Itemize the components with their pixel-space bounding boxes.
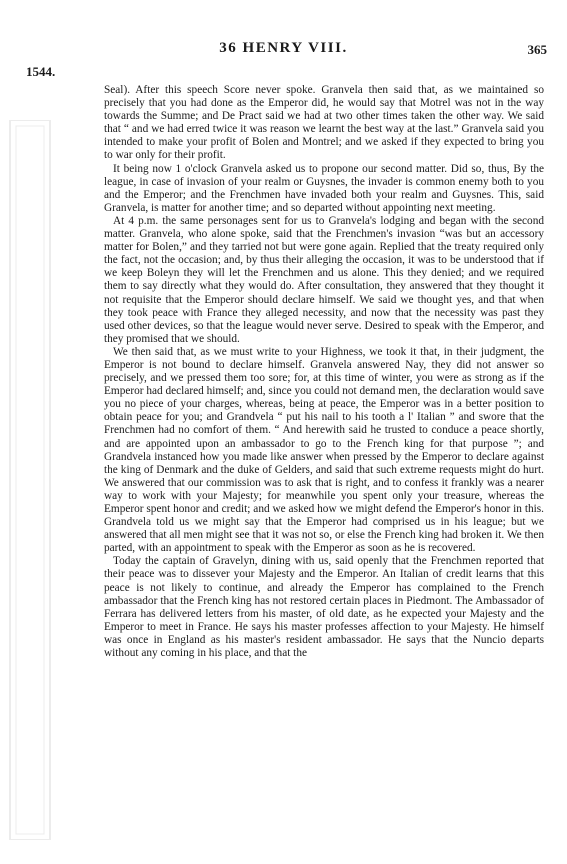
running-title: 36 HENRY VIII.	[219, 40, 348, 56]
paragraph: We then said that, as we must write to your Highness, we took it that, in their judgment, the Emperor is not bound to declare himself. Granvela answered Nay, they did not answer so precisely, and we pressed them too sore; for, at this time of winter, you were as strong as if the Emperor had declared himself; and, since you could not demand men, the declaration would save you no piece of your charges, whereas, being at peace, the Emperor was in a better position to obtain peace for you; and Grandvela “ put his nail to his tooth a l' Italian ” and swore that the Frenchmen had no comfort of them. “ And herewith said he trusted to conduce a peace shortly, and are appointed upon an ambassador to go to the French king for that purpose ”; and Grandvela instanced how you made like answer when pressed by the Emperor to declare against the king of Denmark and the duke of Gelders, and said that such extreme requests might do hurt. We answered that our commission was to ask that is right, and to confess it frankly was a nearer way to work with your Majesty; for meanwhile you spent only your treasure, whereas the Emperor spent honor and credit; and we asked how we might defend the Emperor's honor in this. Grandvela told us we might say that the Emperor had comprised us in his league; but we answered that all men might see that it was not so, or else the French king had broken it. We then parted, with an appointment to speak with the Emperor as soon as he is recovered.	[104, 345, 544, 555]
page-number: 365	[527, 42, 547, 57]
paragraph: It being now 1 o'clock Granvela asked us to propone our second matter. Did so, thus, By the league, in case of invasion of your realm or Guysnes, the invader is common enemy both to you and the Emperor; and the Frenchmen have invaded both your realm and Guysnes. This, said Granvela, is matter for another time; and so departed without appointing next meeting.	[104, 162, 544, 214]
running-header	[0, 40, 567, 60]
library-stamp-watermark	[2, 120, 62, 840]
paragraph: Today the captain of Gravelyn, dining with us, said openly that the Frenchmen reported that their peace was to dissever your Majesty and the Emperor. An Italian of credit learns that this peace is not likely to continue, and already the Emperor has complained to the French ambassador that the French king has not restored certain places in Piedmont. The Ambassador of Ferrara has delivered letters from his master, of old date, as he expected your Majesty and the Emperor to meet in France. He says his master professes affection to your Majesty. He himself was once in England as his master's resident ambassador. He says that the Nuncio departs without any coming in his place, and that the	[104, 555, 544, 660]
body-text	[104, 84, 544, 660]
paragraph: Seal). After this speech Score never spoke. Granvela then said that, as we maintained so precisely that you had done as the Emperor did, he would say that Motrel was not in the way towards the Summe; and De Pract said we had at two other times taken the other way. We said that “ and we had erred twice it was reason we learnt the best way at the last.” Granvela said you intended to make your profit of Bolen and Montrel; and we asked if they expected to bring you to war only for their profit.	[104, 84, 544, 162]
paragraph: At 4 p.m. the same personages sent for us to Granvela's lodging and began with the second matter. Granvela, who alone spoke, said that the Frenchmen's invasion “was but an accessory matter for Bolen,” and they tarried not but were gone again. Replied that the treaty required only the fact, not the occasion; and, by thus their alleging the occasion, it was to be understood that if we keep Boleyn they will let the Frenchmen and us alone. This they denied; and we required them to say directly what they would do. After consultation, they answered that they thought it not requisite that the Emperor should declare himself. We said we thought yes, and that when they took peace with France they alleged necessity, and now that the necessity was past they used other devices, so that the league would never serve. Desired to speak with the Emperor, and they promised that we should.	[104, 214, 544, 345]
margin-year: 1544.	[26, 64, 56, 79]
